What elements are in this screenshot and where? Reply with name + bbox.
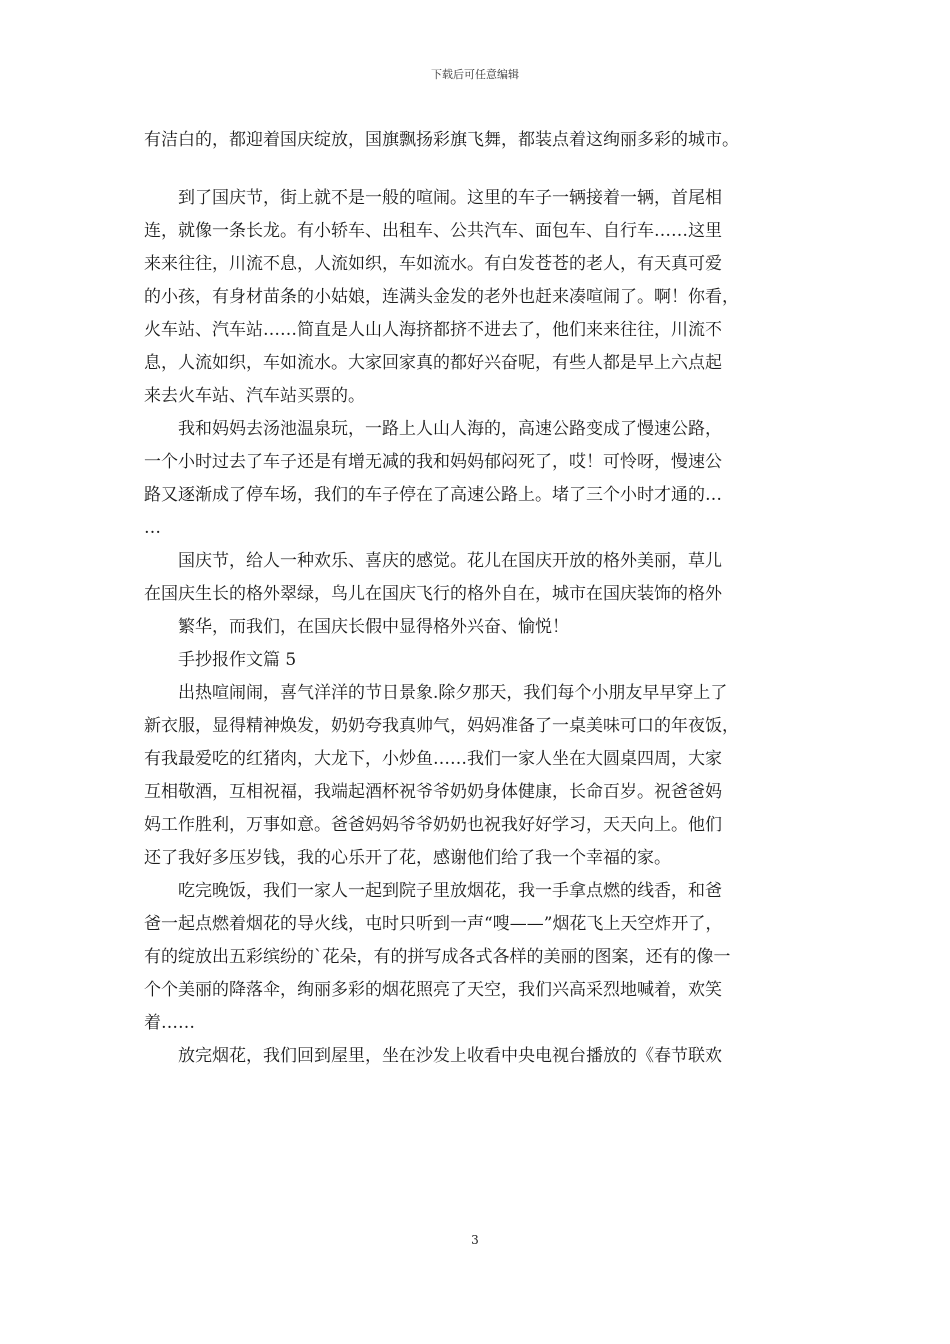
text-line: 新衣服，显得精神焕发，奶奶夸我真帅气，妈妈准备了一桌美味可口的年夜饭，: [144, 716, 739, 736]
text-line: 有我最爱吃的红猪肉，大龙下，小炒鱼……我们一家人坐在大圆桌四周，大家: [144, 749, 722, 769]
text-line: 有洁白的，都迎着国庆绽放，国旗飘扬彩旗飞舞，都装点着这绚丽多彩的城市。: [144, 130, 739, 150]
text-line: 着……: [144, 1013, 195, 1033]
text-line: 互相敬酒，互相祝福，我端起酒杯祝爷爷奶奶身体健康，长命百岁。祝爸爸妈: [144, 782, 722, 802]
document-body: [144, 124, 814, 1073]
text-line: 放完烟花，我们回到屋里，坐在沙发上收看中央电视台播放的《春节联欢: [144, 1046, 722, 1066]
text-line: 还了我好多压岁钱，我的心乐开了花，感谢他们给了我一个幸福的家。: [144, 848, 671, 868]
text-line: 连，就像一条长龙。有小轿车、出租车、公共汽车、面包车、自行车……这里: [144, 221, 722, 241]
text-line: 一个小时过去了车子还是有增无减的我和妈妈郁闷死了，哎！可怜呀，慢速公: [144, 452, 722, 472]
section-heading: 手抄报作文篇 5: [144, 650, 297, 670]
text-line: 国庆节，给人一种欢乐、喜庆的感觉。花儿在国庆开放的格外美丽，草儿: [144, 551, 722, 571]
page-number: 3: [471, 1233, 479, 1247]
text-line: 妈工作胜利，万事如意。爸爸妈妈爷爷奶奶也祝我好好学习，天天向上。他们: [144, 815, 722, 835]
text-line: 繁华，而我们，在国庆长假中显得格外兴奋、愉悦！: [144, 617, 569, 637]
text-line: 路又逐渐成了停车场，我们的车子停在了高速公路上。堵了三个小时才通的…: [144, 485, 722, 505]
text-line: 吃完晚饭，我们一家人一起到院子里放烟花，我一手拿点燃的线香，和爸: [144, 881, 722, 901]
text-line: 息，人流如织，车如流水。大家回家真的都好兴奋呢，有些人都是早上六点起: [144, 353, 722, 373]
text-line: 火车站、汽车站……简直是人山人海挤都挤不进去了，他们来来往往，川流不: [144, 320, 722, 340]
text-line: 的小孩，有身材苗条的小姑娘，连满头金发的老外也赶来凑喧闹了。啊！你看，: [144, 287, 739, 307]
text-line: 在国庆生长的格外翠绿，鸟儿在国庆飞行的格外自在，城市在国庆装饰的格外: [144, 584, 722, 604]
text-line: 爸一起点燃着烟花的导火线，屯时只听到一声“嗖——”烟花飞上天空炸开了，: [144, 914, 723, 934]
text-line: 有的绽放出五彩缤纷的`花朵，有的拼写成各式各样的美丽的图案，还有的像一: [144, 947, 731, 967]
text-line: …: [144, 518, 161, 538]
text-line: 来来往往，川流不息，人流如织，车如流水。有白发苍苍的老人，有天真可爱: [144, 254, 722, 274]
text-line: 到了国庆节，街上就不是一般的喧闹。这里的车子一辆接着一辆，首尾相: [144, 188, 722, 208]
text-line: 出热喧闹闹，喜气洋洋的节日景象.除夕那天，我们每个小朋友早早穿上了: [144, 683, 728, 703]
text-line: 来去火车站、汽车站买票的。: [144, 386, 365, 406]
page-header: 下载后可任意编辑: [431, 68, 519, 81]
text-line: 我和妈妈去汤池温泉玩，一路上人山人海的，高速公路变成了慢速公路，: [144, 419, 722, 439]
text-line: 个个美丽的降落伞，绚丽多彩的烟花照亮了天空，我们兴高采烈地喊着，欢笑: [144, 980, 722, 1000]
